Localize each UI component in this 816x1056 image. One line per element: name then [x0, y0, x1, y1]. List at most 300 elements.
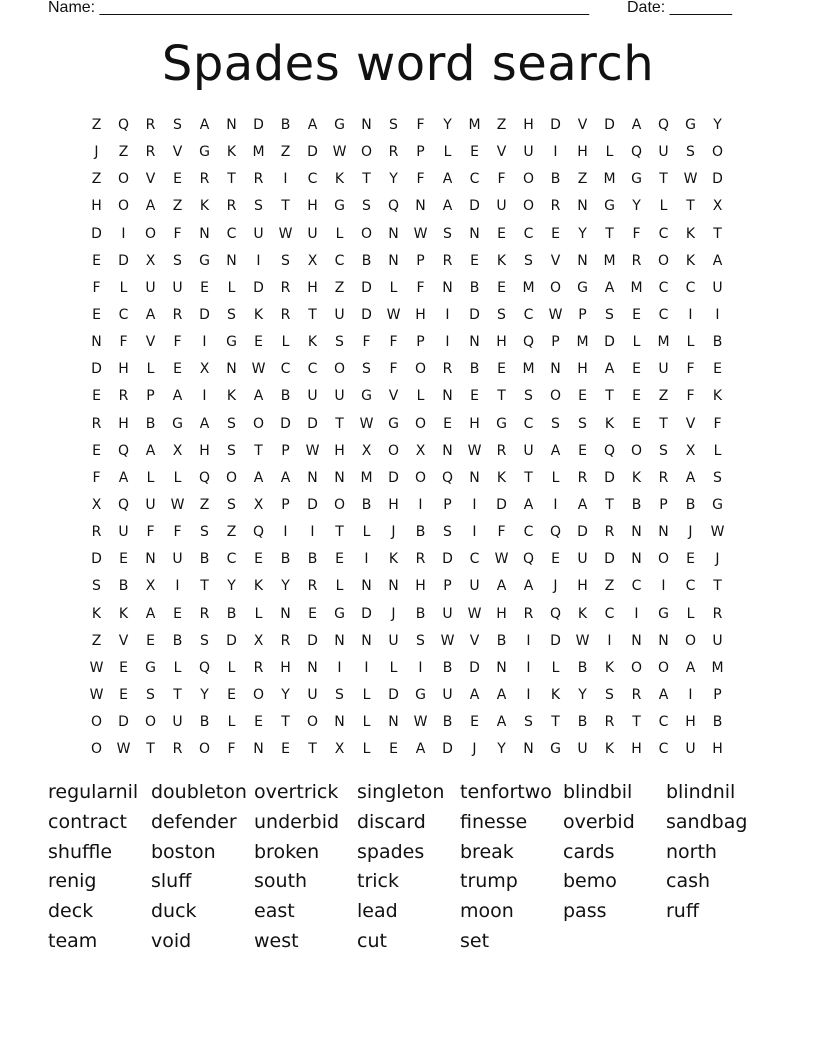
grid-letter: L — [551, 469, 560, 486]
grid-letter: N — [577, 198, 588, 215]
grid-letter: U — [523, 144, 534, 161]
grid-letter: R — [550, 198, 561, 215]
grid-letter: A — [712, 252, 723, 269]
grid-row — [83, 411, 731, 438]
grid-letter: D — [253, 117, 264, 134]
grid-letter: G — [199, 144, 210, 161]
grid-letter: O — [360, 225, 373, 242]
grid-letter: T — [146, 741, 155, 758]
grid-letter: D — [604, 551, 615, 568]
grid-letter: V — [145, 171, 156, 188]
grid-row — [83, 356, 731, 383]
grid-letter: W — [440, 632, 455, 649]
grid-letter: E — [281, 741, 290, 758]
grid-letter: A — [685, 659, 696, 676]
grid-letter: C — [307, 361, 318, 378]
grid-letter: R — [658, 469, 669, 486]
grid-letter: G — [631, 171, 642, 188]
word-list-item: underbid — [254, 810, 340, 833]
word-list-item: cut — [357, 929, 387, 952]
grid-letter: F — [416, 171, 425, 188]
grid-letter: B — [550, 171, 561, 188]
grid-letter: I — [472, 497, 477, 514]
grid-letter: E — [470, 714, 479, 731]
grid-letter: N — [415, 198, 426, 215]
grid-letter: Q — [252, 524, 265, 541]
grid-letter: N — [334, 632, 345, 649]
grid-letter: I — [661, 578, 666, 595]
grid-letter: R — [415, 551, 426, 568]
grid-letter: M — [657, 334, 670, 351]
grid-letter: A — [658, 687, 669, 704]
grid-letter: R — [226, 198, 237, 215]
grid-letter: U — [388, 632, 399, 649]
grid-letter: B — [577, 714, 588, 731]
grid-letter: S — [227, 497, 236, 514]
grid-letter: G — [334, 198, 345, 215]
grid-letter: C — [118, 307, 129, 324]
grid-letter: B — [361, 497, 372, 514]
grid-letter: J — [553, 578, 558, 595]
grid-letter: X — [91, 497, 102, 514]
grid-letter: A — [415, 741, 426, 758]
grid-letter: N — [253, 741, 264, 758]
grid-row — [83, 709, 731, 736]
grid-letter: S — [227, 307, 236, 324]
grid-letter: E — [497, 279, 506, 296]
grid-letter: H — [307, 279, 318, 296]
grid-letter: B — [469, 279, 480, 296]
word-list-item: trump — [460, 870, 518, 893]
grid-letter: Q — [630, 144, 643, 161]
grid-letter: R — [280, 632, 291, 649]
grid-letter: B — [145, 415, 156, 432]
grid-letter: A — [523, 578, 534, 595]
grid-letter: L — [443, 144, 452, 161]
grid-letter: M — [360, 469, 373, 486]
grid-letter: P — [443, 497, 452, 514]
grid-letter: I — [364, 551, 369, 568]
grid-letter: U — [307, 687, 318, 704]
grid-letter: R — [199, 605, 210, 622]
grid-letter: D — [604, 469, 615, 486]
grid-letter: H — [631, 741, 642, 758]
word-list-item: break — [460, 840, 514, 863]
grid-letter: D — [712, 171, 723, 188]
grid-letter: L — [362, 741, 371, 758]
grid-letter: Y — [443, 117, 452, 134]
grid-letter: E — [470, 144, 479, 161]
grid-letter: A — [631, 117, 642, 134]
grid-letter: A — [145, 605, 156, 622]
grid-letter: N — [334, 714, 345, 731]
word-list-item: boston — [151, 840, 216, 863]
grid-letter: O — [522, 171, 535, 188]
grid-letter: K — [685, 252, 696, 269]
grid-letter: L — [281, 334, 290, 351]
grid-letter: U — [145, 497, 156, 514]
grid-letter: R — [253, 171, 264, 188]
grid-letter: T — [173, 687, 182, 704]
grid-letter: K — [712, 388, 723, 405]
grid-letter: C — [469, 171, 480, 188]
grid-letter: Q — [549, 524, 562, 541]
word-list-item: duck — [151, 900, 197, 923]
grid-letter: Z — [280, 144, 291, 161]
grid-letter: T — [308, 307, 317, 324]
grid-letter: H — [415, 578, 426, 595]
grid-letter: Y — [227, 578, 236, 595]
grid-letter: C — [604, 605, 615, 622]
grid-letter: N — [388, 578, 399, 595]
grid-letter: Z — [658, 388, 669, 405]
grid-letter: A — [577, 497, 588, 514]
grid-row — [83, 329, 731, 356]
grid-letter: U — [685, 741, 696, 758]
grid-letter: R — [253, 659, 264, 676]
grid-letter: J — [688, 524, 693, 541]
grid-letter: R — [523, 605, 534, 622]
grid-letter: L — [254, 605, 263, 622]
grid-letter: N — [496, 659, 507, 676]
grid-letter: Y — [713, 117, 722, 134]
grid-letter: D — [550, 632, 561, 649]
grid-letter: E — [335, 551, 344, 568]
grid-row — [83, 275, 731, 302]
grid-letter: X — [172, 442, 183, 459]
grid-letter: M — [711, 659, 724, 676]
grid-letter: D — [469, 198, 480, 215]
grid-letter: A — [496, 687, 507, 704]
grid-letter: O — [711, 144, 724, 161]
grid-letter: Y — [578, 225, 587, 242]
word-list-item: finesse — [460, 810, 528, 833]
grid-letter: I — [310, 524, 315, 541]
grid-letter: L — [551, 659, 560, 676]
grid-letter: U — [118, 524, 129, 541]
grid-letter: K — [118, 605, 129, 622]
grid-letter: N — [388, 225, 399, 242]
word-list-item: team — [48, 929, 98, 952]
grid-letter: E — [551, 551, 560, 568]
grid-letter: V — [496, 144, 507, 161]
grid-letter: A — [604, 279, 615, 296]
grid-letter: O — [414, 361, 427, 378]
grid-letter: L — [389, 279, 398, 296]
grid-letter: G — [415, 687, 426, 704]
grid-letter: O — [90, 741, 103, 758]
grid-letter: K — [550, 687, 561, 704]
grid-letter: D — [253, 279, 264, 296]
grid-letter: S — [443, 524, 452, 541]
grid-letter: N — [442, 388, 453, 405]
grid-letter: W — [386, 307, 401, 324]
grid-letter: K — [199, 198, 210, 215]
word-list-item: sluff — [151, 870, 192, 893]
word-list-item: north — [666, 840, 717, 863]
grid-letter: E — [632, 361, 641, 378]
grid-letter: U — [577, 551, 588, 568]
grid-letter: M — [522, 361, 535, 378]
grid-letter: B — [496, 632, 507, 649]
grid-letter: O — [198, 741, 211, 758]
grid-row — [83, 655, 731, 682]
grid-letter: Z — [604, 578, 615, 595]
grid-letter: U — [253, 225, 264, 242]
grid-letter: B — [712, 334, 723, 351]
grid-letter: R — [442, 361, 453, 378]
grid-letter: L — [362, 714, 371, 731]
grid-letter: M — [603, 252, 616, 269]
grid-letter: F — [227, 741, 236, 758]
grid-letter: B — [442, 659, 453, 676]
word-list-item: overbid — [563, 810, 635, 833]
grid-letter: Q — [117, 497, 130, 514]
grid-letter: W — [710, 524, 725, 541]
word-list-item: sandbag — [666, 810, 748, 833]
grid-letter: D — [550, 117, 561, 134]
grid-letter: F — [497, 524, 506, 541]
grid-letter: S — [227, 415, 236, 432]
grid-letter: M — [522, 279, 535, 296]
grid-letter: H — [415, 307, 426, 324]
grid-letter: X — [415, 442, 426, 459]
grid-letter: A — [253, 469, 264, 486]
grid-letter: H — [280, 659, 291, 676]
grid-letter: T — [308, 741, 317, 758]
grid-letter: W — [494, 551, 509, 568]
grid-letter: A — [253, 388, 264, 405]
grid-letter: A — [145, 442, 156, 459]
grid-letter: N — [442, 442, 453, 459]
grid-letter: P — [416, 334, 425, 351]
grid-letter: D — [199, 307, 210, 324]
grid-letter: M — [603, 171, 616, 188]
grid-letter: D — [307, 497, 318, 514]
grid-letter: H — [118, 415, 129, 432]
grid-letter: E — [173, 171, 182, 188]
grid-letter: T — [254, 442, 263, 459]
grid-letter: Z — [199, 497, 210, 514]
grid-letter: E — [470, 388, 479, 405]
grid-letter: N — [91, 334, 102, 351]
grid-letter: U — [442, 605, 453, 622]
grid-letter: G — [226, 334, 237, 351]
word-list-item: discard — [357, 810, 426, 833]
grid-letter: S — [362, 361, 371, 378]
grid-letter: L — [686, 605, 695, 622]
grid-letter: R — [145, 144, 156, 161]
grid-letter: D — [388, 469, 399, 486]
grid-row — [83, 166, 731, 193]
grid-letter: O — [333, 497, 346, 514]
grid-letter: U — [658, 361, 669, 378]
grid-letter: L — [227, 659, 236, 676]
grid-letter: D — [280, 415, 291, 432]
word-list-item: spades — [357, 840, 425, 863]
grid-letter: E — [551, 225, 560, 242]
word-list-item: south — [254, 870, 308, 893]
grid-letter: V — [550, 252, 561, 269]
grid-letter: O — [414, 415, 427, 432]
grid-letter: L — [713, 442, 722, 459]
grid-letter: S — [335, 334, 344, 351]
grid-letter: U — [442, 687, 453, 704]
grid-letter: X — [253, 632, 264, 649]
grid-letter: P — [443, 578, 452, 595]
grid-letter: E — [92, 442, 101, 459]
grid-letter: W — [305, 442, 320, 459]
grid-letter: P — [281, 497, 290, 514]
grid-letter: N — [361, 117, 372, 134]
grid-letter: S — [200, 632, 209, 649]
grid-letter: G — [496, 415, 507, 432]
grid-letter: G — [145, 659, 156, 676]
grid-letter: F — [497, 171, 506, 188]
grid-letter: T — [335, 524, 344, 541]
grid-letter: W — [413, 225, 428, 242]
grid-letter: X — [199, 361, 210, 378]
grid-letter: E — [200, 279, 209, 296]
grid-letter: D — [361, 279, 372, 296]
grid-row — [83, 628, 731, 655]
grid-row — [83, 193, 731, 220]
grid-letter: W — [251, 361, 266, 378]
grid-letter: I — [202, 334, 207, 351]
grid-letter: S — [713, 469, 722, 486]
grid-letter: R — [631, 687, 642, 704]
grid-letter: G — [334, 605, 345, 622]
grid-letter: J — [391, 524, 396, 541]
grid-letter: A — [145, 307, 156, 324]
name-field-label: Name: _______________________________________________________ — [48, 0, 589, 16]
word-list-item: regularnil — [48, 781, 139, 803]
grid-letter: T — [686, 198, 695, 215]
grid-letter: Z — [226, 524, 237, 541]
grid-letter: S — [578, 415, 587, 432]
grid-letter: P — [551, 334, 560, 351]
grid-letter: E — [92, 388, 101, 405]
word-list-item: cash — [666, 870, 711, 893]
grid-letter: C — [280, 361, 291, 378]
grid-letter: O — [360, 144, 373, 161]
grid-letter: N — [469, 469, 480, 486]
grid-letter: H — [577, 144, 588, 161]
grid-letter: D — [91, 551, 102, 568]
grid-letter: W — [89, 687, 104, 704]
grid-letter: C — [334, 252, 345, 269]
grid-letter: I — [607, 632, 612, 649]
grid-letter: T — [659, 415, 668, 432]
grid-letter: D — [307, 415, 318, 432]
grid-letter: H — [199, 442, 210, 459]
grid-row — [83, 601, 731, 628]
grid-letter: U — [469, 578, 480, 595]
word-list-item: lead — [357, 900, 398, 923]
grid-letter: J — [472, 741, 477, 758]
grid-letter: O — [306, 714, 319, 731]
grid-letter: S — [227, 442, 236, 459]
grid-letter: E — [632, 388, 641, 405]
grid-letter: A — [496, 714, 507, 731]
word-list-item: void — [151, 929, 192, 952]
grid-letter: S — [335, 687, 344, 704]
grid-letter: N — [334, 469, 345, 486]
grid-letter: L — [335, 225, 344, 242]
grid-letter: N — [469, 334, 480, 351]
grid-letter: E — [119, 659, 128, 676]
grid-letter: R — [388, 144, 399, 161]
grid-letter: C — [658, 714, 669, 731]
grid-letter: P — [578, 307, 587, 324]
grid-letter: T — [605, 225, 614, 242]
grid-letter: V — [145, 334, 156, 351]
grid-letter: C — [631, 578, 642, 595]
grid-row — [83, 573, 731, 600]
grid-letter: E — [470, 252, 479, 269]
word-list-item: set — [460, 929, 490, 952]
grid-letter: S — [524, 388, 533, 405]
grid-letter: J — [715, 551, 720, 568]
grid-letter: E — [686, 551, 695, 568]
grid-letter: E — [578, 388, 587, 405]
grid-letter: N — [361, 632, 372, 649]
grid-letter: Q — [198, 469, 211, 486]
grid-letter: B — [361, 252, 372, 269]
grid-row — [83, 302, 731, 329]
grid-letter: C — [226, 225, 237, 242]
grid-letter: F — [173, 225, 182, 242]
grid-letter: R — [118, 388, 129, 405]
grid-letter: B — [577, 659, 588, 676]
grid-letter: E — [578, 442, 587, 459]
grid-letter: X — [712, 198, 723, 215]
grid-letter: N — [523, 741, 534, 758]
grid-letter: L — [173, 469, 182, 486]
grid-letter: L — [416, 388, 425, 405]
grid-letter: N — [199, 225, 210, 242]
letter-grid — [83, 112, 731, 763]
grid-letter: A — [496, 578, 507, 595]
grid-letter: T — [497, 388, 506, 405]
grid-letter: I — [445, 307, 450, 324]
grid-row — [83, 112, 731, 139]
grid-letter: L — [173, 659, 182, 676]
grid-letter: D — [307, 144, 318, 161]
grid-letter: N — [226, 117, 237, 134]
grid-letter: B — [442, 714, 453, 731]
grid-letter: R — [91, 524, 102, 541]
grid-letter: Q — [198, 659, 211, 676]
word-list-item: moon — [460, 900, 514, 923]
grid-letter: S — [173, 252, 182, 269]
grid-letter: I — [337, 659, 342, 676]
grid-letter: W — [683, 171, 698, 188]
grid-letter: L — [335, 578, 344, 595]
grid-letter: S — [686, 144, 695, 161]
grid-letter: T — [605, 497, 614, 514]
grid-letter: R — [280, 279, 291, 296]
grid-letter: Y — [281, 578, 290, 595]
word-list-item: east — [254, 900, 295, 923]
grid-letter: F — [362, 334, 371, 351]
grid-letter: E — [254, 714, 263, 731]
grid-letter: I — [688, 687, 693, 704]
grid-letter: P — [659, 497, 668, 514]
grid-letter: L — [362, 687, 371, 704]
grid-letter: Q — [522, 551, 535, 568]
grid-letter: R — [604, 714, 615, 731]
